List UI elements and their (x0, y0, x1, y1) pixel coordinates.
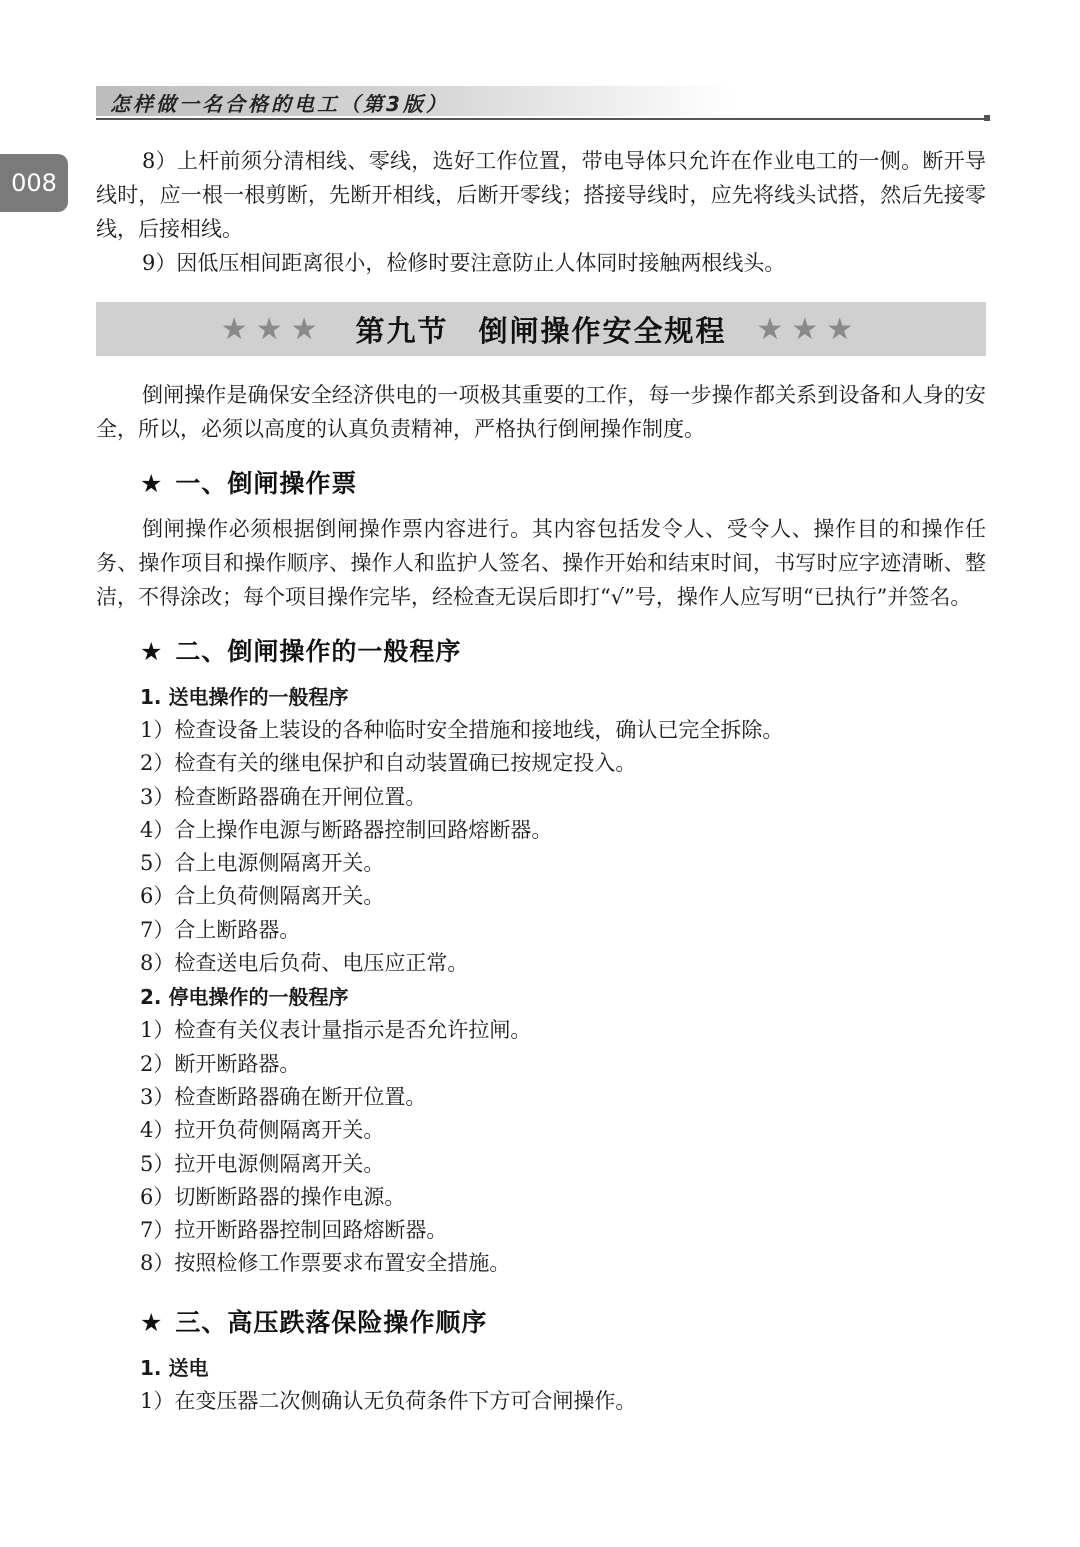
list-item: 8）按照检修工作票要求布置安全措施。 (140, 1251, 511, 1276)
star-icon-group-right: ★★★ (756, 311, 862, 347)
subheading-power-off: 2. 停电操作的一般程序 (140, 985, 349, 1010)
heading-operation-ticket (140, 464, 986, 500)
list-item: 7）合上断路器。 (140, 917, 301, 942)
list-item: 3）检查断路器确在断开位置。 (140, 1084, 427, 1109)
heading-drop-fuse-sequence (140, 1303, 986, 1339)
list-item: 6）切断断路器的操作电源。 (140, 1184, 406, 1209)
section-name: 倒闸操作安全规程 (478, 313, 727, 348)
list-item: 4）合上操作电源与断路器控制回路熔断器。 (140, 817, 553, 842)
paragraph-item-9: 9）因低压相间距离很小，检修时要注意防止人体同时接触两根线头。 (142, 251, 786, 275)
paragraph-item-8: 8）上杆前须分清相线、零线，选好工作位置，带电导体只允许在作业电工的一侧。断开导线时，应一根一根剪断，先断开相线，后断开零线；搭接导线时，应先将线头试搭，然后先接零线，后接相线。 (96, 149, 986, 241)
list-item: 5）拉开电源侧隔离开关。 (140, 1151, 385, 1176)
list-item: 5）合上电源侧隔离开关。 (140, 851, 385, 876)
list-item: 2）检查有关的继电保护和自动装置确已按规定投入。 (140, 751, 637, 776)
running-header (96, 84, 988, 120)
book-title: 怎样做一名合格的电工（第3版） (110, 92, 449, 116)
list-item: 4）拉开负荷侧隔离开关。 (140, 1118, 385, 1143)
heading-text: 一、倒闸操作票 (175, 469, 358, 498)
list-item: 7）拉开断路器控制回路熔断器。 (140, 1218, 448, 1243)
section-title-band (96, 302, 986, 356)
subheading-energize: 1. 送电 (140, 1355, 209, 1380)
section-label: 第九节 (355, 313, 449, 348)
section-intro-paragraph: 倒闸操作是确保安全经济供电的一项极其重要的工作，每一步操作都关系到设备和人身的安全，所以，必须以高度的认真负责精神，严格执行倒闸操作制度。 (96, 383, 986, 441)
list-item: 1）检查有关仪表计量指示是否允许拉闸。 (140, 1018, 532, 1043)
list-item: 1）检查设备上装设的各种临时安全措施和接地线，确认已完全拆除。 (140, 718, 784, 742)
star-icon: ★ (140, 469, 164, 498)
heading-text: 二、倒闸操作的一般程序 (175, 637, 462, 666)
star-icon: ★ (140, 637, 164, 666)
heading-text: 三、高压跌落保险操作顺序 (175, 1307, 488, 1337)
section-title (355, 309, 726, 350)
list-item: 3）检查断路器确在开闸位置。 (140, 784, 427, 809)
page-number-tab: 008 (0, 154, 68, 212)
list-item: 6）合上负荷侧隔离开关。 (140, 884, 385, 909)
list-item: 2）断开断路器。 (140, 1051, 301, 1076)
page-body (96, 144, 986, 1418)
list-item: 8）检查送电后负荷、电压应正常。 (140, 951, 469, 976)
operation-ticket-paragraph: 倒闸操作必须根据倒闸操作票内容进行。其内容包括发令人、受令人、操作目的和操作任务、操作项目和操作顺序、操作人和监护人签名、操作开始和结束时间，书写时应字迹清晰、整洁，不得涂改；每个项目操作完毕，经检查无误后即打“√”号，操作人应写明“已执行”并签名。 (96, 517, 986, 609)
subheading-power-on: 1. 送电操作的一般程序 (140, 685, 349, 709)
heading-general-procedure (140, 632, 986, 668)
star-icon: ★ (140, 1307, 164, 1337)
list-item: 1）在变压器二次侧确认无负荷条件下方可合闸操作。 (140, 1388, 637, 1413)
header-rule-end (984, 115, 990, 121)
star-icon-group-left: ★★★ (220, 311, 326, 347)
